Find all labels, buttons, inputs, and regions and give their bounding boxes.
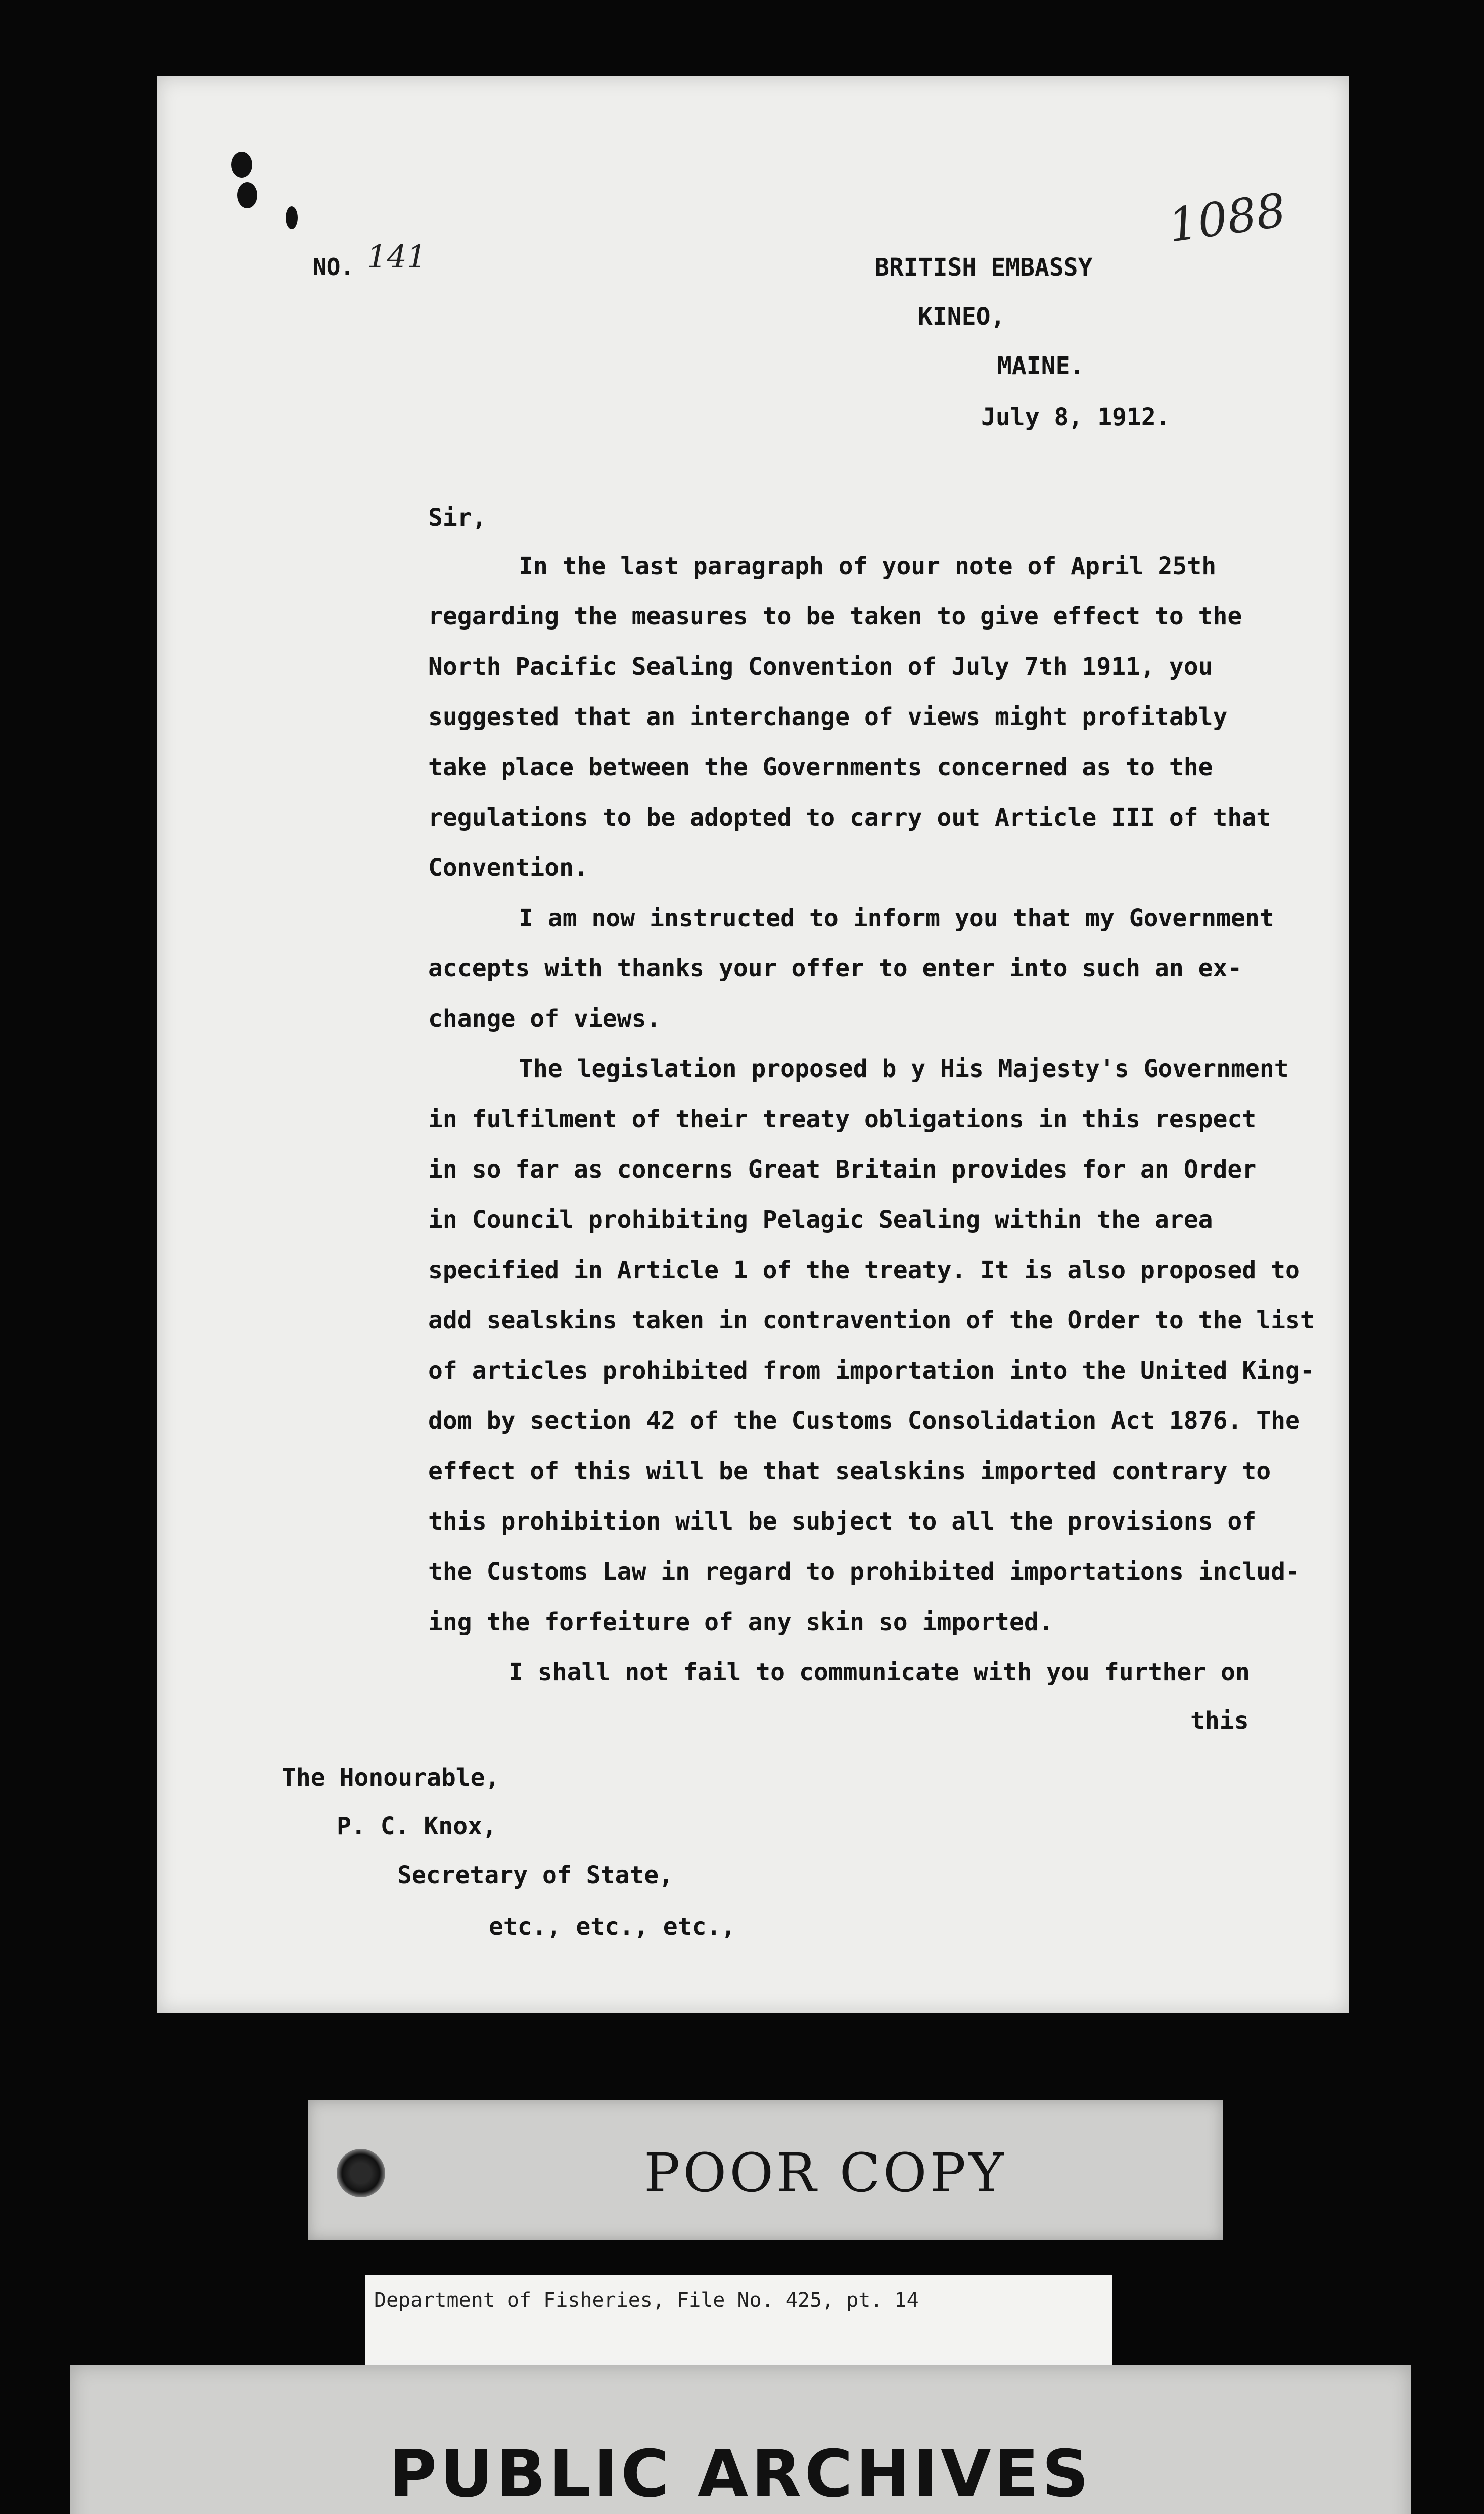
salutation: Sir, [428, 504, 487, 532]
sender-line-1: BRITISH EMBASSY [875, 253, 1093, 282]
body-line: I am now instructed to inform you that my Government [519, 904, 1274, 932]
binder-hole-lower [286, 206, 298, 229]
body-line: suggested that an interchange of views might profitably [428, 703, 1228, 731]
body-line: change of views. [428, 1005, 661, 1033]
corner-handwritten-number: 1088 [1165, 183, 1289, 253]
body-line: take place between the Governments concerned as to the [428, 753, 1213, 781]
sender-line-3: MAINE. [997, 352, 1085, 380]
archives-stamp-card [70, 2365, 1411, 2514]
body-line: in Council prohibiting Pelagic Sealing within the area [428, 1206, 1213, 1234]
archives-line-english: PUBLIC ARCHIVES [389, 2436, 1092, 2512]
letter-number-handwritten: 141 [367, 238, 427, 275]
body-line: regarding the measures to be taken to give effect to the [428, 602, 1242, 631]
binder-hole-top [231, 152, 252, 178]
body-line: ing the forfeiture of any skin so imported. [428, 1608, 1053, 1636]
body-line: accepts with thanks your offer to enter into such an ex- [428, 954, 1242, 982]
body-line: The legislation proposed b y His Majesty's Government [519, 1055, 1289, 1083]
letter-date: July 8, 1912. [981, 403, 1170, 431]
binder-hole-middle [237, 182, 257, 208]
body-line: I shall not fail to communicate with you further on [509, 1658, 1250, 1686]
letter-page [157, 76, 1349, 2013]
addressee-line-2: P. C. Knox, [337, 1812, 497, 1840]
body-line: In the last paragraph of your note of April 25th [519, 552, 1217, 580]
poor-copy-card [308, 2100, 1223, 2240]
body-line: effect of this will be that sealskins imported contrary to [428, 1457, 1271, 1485]
body-line: Convention. [428, 854, 588, 882]
addressee-line-3: Secretary of State, [397, 1861, 674, 1890]
body-line: dom by section 42 of the Customs Consolidation Act 1876. The [428, 1407, 1300, 1435]
body-line: regulations to be adopted to carry out Article III of that [428, 803, 1271, 832]
addressee-line-1: The Honourable, [282, 1764, 500, 1792]
addressee-line-4: etc., etc., etc., [489, 1913, 736, 1941]
body-line: North Pacific Sealing Convention of July 7th 1911, you [428, 653, 1213, 681]
sender-line-2: KINEO, [918, 303, 1005, 331]
poor-copy-label: POOR COPY [644, 2142, 1007, 2204]
letter-number-label: NO. [313, 253, 355, 281]
body-line: this prohibition will be subject to all the provisions of [428, 1507, 1257, 1536]
body-line: in so far as concerns Great Britain provides for an Order [428, 1155, 1257, 1184]
body-line: of articles prohibited from importation into the United King- [428, 1357, 1315, 1385]
body-line: the Customs Law in regard to prohibited importations includ- [428, 1558, 1300, 1586]
body-line: add sealskins taken in contravention of the Order to the list [428, 1306, 1315, 1334]
body-line: in fulfilment of their treaty obligations in this respect [428, 1105, 1257, 1133]
body-line: specified in Article 1 of the treaty. It is also proposed to [428, 1256, 1300, 1284]
file-reference-label [365, 2275, 1112, 2365]
catchword: this [1190, 1707, 1249, 1735]
file-reference-text: Department of Fisheries, File No. 425, pt. 14 [374, 2289, 919, 2312]
